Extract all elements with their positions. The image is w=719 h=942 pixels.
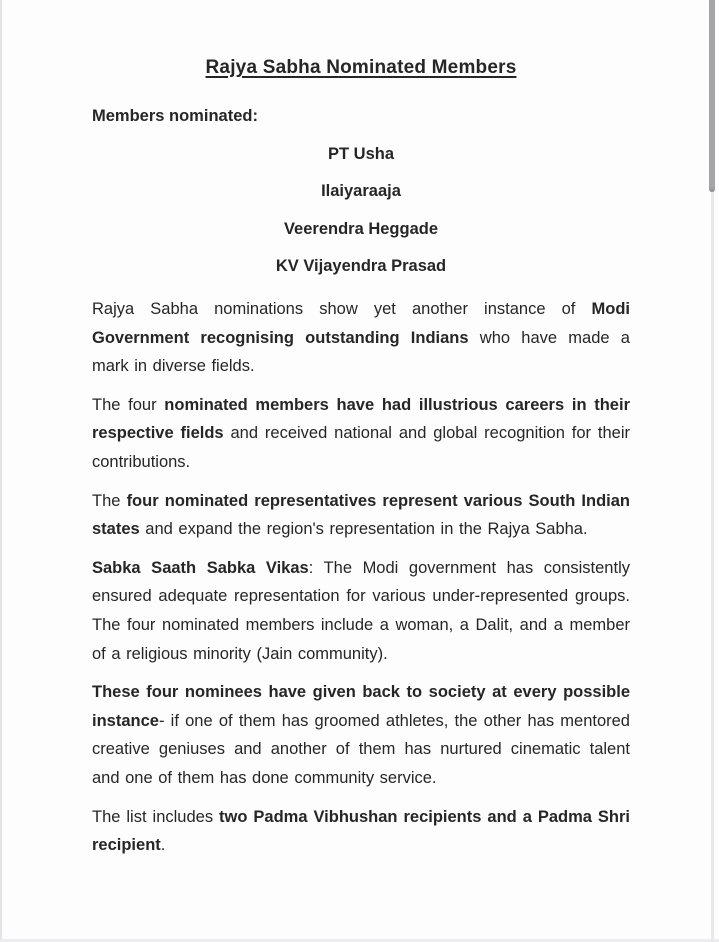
text-segment: Sabka Saath Sabka Vikas: [92, 558, 309, 577]
text-segment: The four: [92, 395, 165, 414]
text-segment: two Padma Vibhushan recipients and a Padma Shri recipient: [92, 807, 630, 855]
body-paragraph: [92, 678, 630, 792]
nominee-name: PT Usha: [327, 144, 395, 163]
text-segment: who have made a mark in diverse fields.: [92, 328, 630, 376]
scrollbar-thumb[interactable]: [709, 0, 715, 192]
nominee-name: Ilaiyaraaja: [321, 182, 401, 200]
text-segment: - if one of them has groomed athletes, the other has mentored creative geniuses and another of them has nurtured cinematic talent and one of them has done community service.: [92, 711, 630, 787]
nominee-name: Veerendra Heggade: [283, 219, 439, 238]
body-paragraph: [92, 487, 630, 544]
nominee-list: [92, 144, 630, 277]
text-segment: nominated members have had illustrious careers in their respective fields: [92, 395, 630, 443]
body-paragraph: [92, 554, 630, 668]
document-body: [2, 0, 719, 860]
page-title: Rajya Sabha Nominated Members: [205, 57, 517, 78]
paragraph-list: [92, 295, 630, 860]
text-segment: and received national and global recognition for their contributions.: [92, 424, 630, 471]
text-segment: Rajya Sabha nominations show yet another instance of: [92, 300, 592, 318]
text-segment: : The Modi government has consistently ensured adequate representation for various under-represented groups. The four nominated members include a woman, a Dalit, and a member of a religious minority (Jain community).: [92, 558, 630, 663]
text-segment: .: [160, 836, 166, 855]
body-paragraph: [92, 391, 630, 477]
text-segment: These four nominees have given back to society at every possible instance: [92, 683, 630, 730]
body-paragraph: [92, 295, 630, 381]
text-segment: Modi Government recognising outstanding Indians: [92, 300, 630, 347]
text-segment: The list includes: [92, 807, 220, 826]
body-paragraph: [92, 803, 630, 860]
text-segment: The: [92, 491, 127, 510]
text-segment: four nominated representatives represent various South Indian states: [92, 491, 630, 539]
members-nominated-label: Members nominated:: [92, 107, 258, 125]
text-segment: and expand the region's representation in the Rajya Sabha.: [139, 520, 588, 539]
nominee-name: KV Vijayendra Prasad: [275, 257, 447, 275]
